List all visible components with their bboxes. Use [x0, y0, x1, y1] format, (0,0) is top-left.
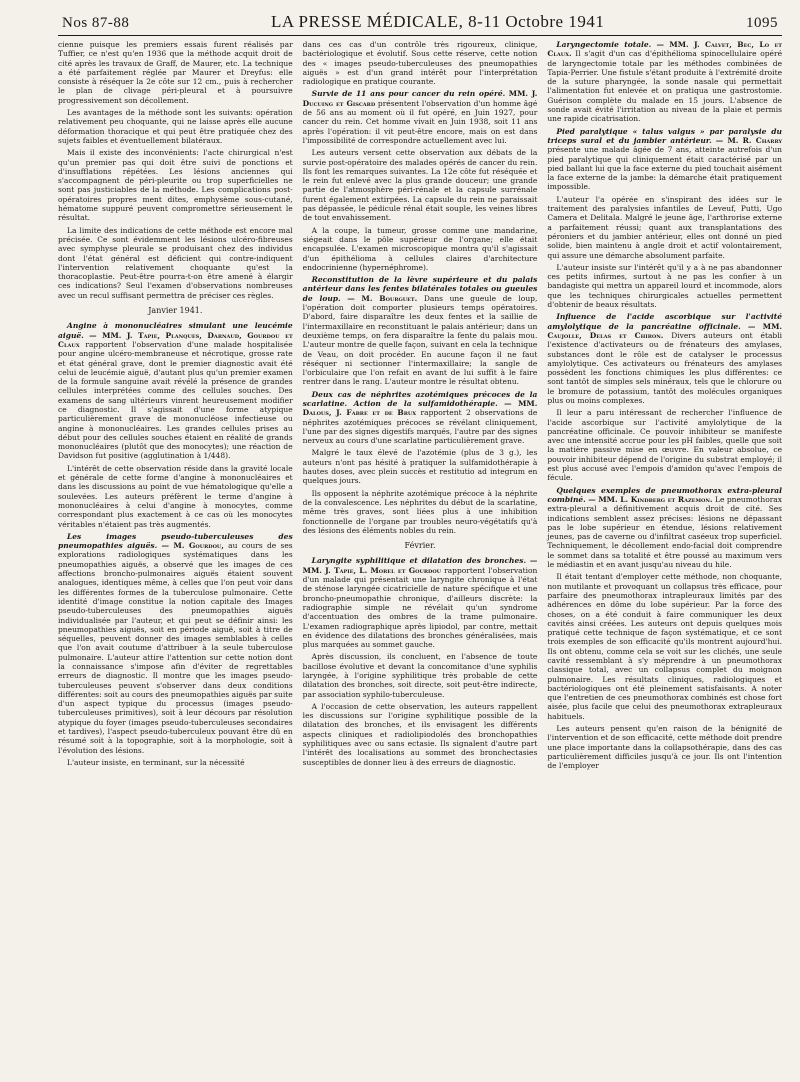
- paragraph: La limite des indications de cette méthode est encore mal précisée. Ce sont évidemment les lésions ulcéro-fibreuses avec symphyse pleurale se produisant chez des individus dont l'état général est déficient qui contre-indiquent l'intervention relativement choquante qu'est la thoracoplastie. Peut-être pourra-t-on être amené à élargir ces indications? Seul l'examen d'observations nombreuses avec un recul suffisant permettra de préciser ces règles.: [58, 225, 293, 300]
- issue-number: Nos 87-88: [62, 15, 130, 31]
- journal-title-date: LA PRESSE MÉDICALE, 8-11 Octobre 1941: [271, 12, 605, 31]
- paragraph: Les avantages de la méthode sont les suivants: opération relativement peu choquante, qui ne laisse après elle aucune déformation thoracique et qui peut être pratiquée chez des sujets faibles et éventuellement bilatéraux.: [58, 108, 293, 145]
- article-authors: — MM. J. Tapie, L. Morel et Gourdou: [302, 556, 538, 575]
- article-body: rapportent l'observation d'une malade hospitalisée pour angine ulcéro-membraneuse et nécrotique, grosse rate et état général grave, dont le premier diagnostic avait été celui de leucémie aiguë, d'autant plus qu'un premier examen de la formule sanguine avait révélé la présence de grandes cellules interprétées comme des cellules souches. Des examens de sang ultérieurs vinrent heureusement modifier ce diagnostic. Il s'agissait d'une forme atypique particulièrement grave de mononucléose infectieuse ou angine à mononucléaires. Les grandes cellules prises au début pour des cellules souches étaient en réalité de grands mononucléaires (plutôt que des monocytes); une réaction de Davidson fut positive (agglutination à 1/448).: [58, 339, 293, 461]
- article: [547, 486, 782, 570]
- article: [58, 532, 293, 755]
- article: [303, 275, 538, 387]
- article-title: Survie de 11 ans pour cancer du rein opéré.: [311, 89, 506, 99]
- article-title: Les images pseudo-tuberculeuses des pneumopathies aiguës.: [58, 531, 293, 551]
- article-authors: — M. R. Charry: [715, 135, 783, 145]
- session-date: Janvier 1941.: [148, 306, 203, 316]
- article-title: Reconstitution de la lèvre supérieure et du palais antérieur dans les fentes bilatérales totales ou gueules de loup.: [302, 275, 538, 303]
- paragraph: Il était tentant d'employer cette méthode, non choquante, non mutilante et provoquant un collapsus très efficace, pour parfaire des pneumothorax intrapleuraux limités par des adhérences en dôme du lobe supérieur. Par la force des choses, on a été conduit à faire communiquer les deux cavités ainsi créées. Les auteurs ont depuis quelques mois pratiqué cette technique de façon systématique, et ce sont trois exemples de son efficacité qu'ils montrent aujourd'hui. Ils ont obtenu, comme cela se voit sur les clichés, une seule cavité ressemblant à s'y méprendre à un pneumothorax classique total, avec un collapsus complet du moignon pulmonaire. Les résultats cliniques, radiologiques et bactériologiques ont été pleinement satisfaisants. A noter que l'entretien de ces pneumothorax combinés est chose fort aisée, plus facile que celui des pneumothorax extrapleuraux habituels.: [547, 572, 783, 721]
- paragraph: Ils opposent la néphrite azotémique précoce à la néphrite de la convalescence. Les néphrites du début de la scarlatine, même très graves, sont liées plus à une inhibition fonctionnelle de l'organe par troubles neuro-végétatifs qu'à des lésions des éléments nobles du rein.: [302, 488, 538, 535]
- column-3: [547, 40, 782, 774]
- article-body: rapportent 2 observations de néphrites azotémiques précoces se révélant cliniquement, l'une par des signes digestifs marqués, l'autre par des signes nerveux au cours d'une scarlatine particulièrement grave.: [302, 408, 538, 446]
- article-body: présentent l'observation d'un homme âgé de 56 ans au moment où il fut opéré, en Juin 1927, pour cancer du rein. Cet homme vivait en Juin 1938, soit 11 ans après l'opération: il vit peut-être encore, mais on est dans l'impossibilité de correspondre actuellement avec lui.: [302, 98, 538, 145]
- article: [303, 556, 538, 649]
- article-body: Il s'agit d'un cas d'épithélioma spinocellulaire opéré de laryngectomie totale par les méthodes combinées de Tapia-Perrier. Une fistule s'étant produite à l'extrémité droite de la suture pharyngée, la sonde nasale qui permettait l'alimentation fut enlevée et on pratiqua une gastrostomie. Guérison complète du malade en 15 jours. L'absence de sonde avait évité l'irritation au niveau de la plaie et permis une rapide cicatrisation.: [547, 49, 783, 124]
- article: [58, 321, 293, 460]
- paragraph: A la coupe, la tumeur, grosse comme une mandarine, siégeait dans le pôle supérieur de l'organe; elle était encapsulée. L'examen microscopique montra qu'il s'agissait d'un épithélioma à cellules claires d'architecture endocrinienne (hypernéphrome).: [302, 225, 538, 272]
- paragraph: Les auteurs pensent qu'en raison de la bénignité de l'intervention et de son efficacité, cette méthode doit prendre une place importante dans la collapsothérapie, dans des cas particulièrement difficiles jusqu'à ce jour. Ils ont l'intention de l'employer: [547, 724, 783, 771]
- article-title: Angine à mononucléaires simulant une leucémie aiguë.: [58, 321, 293, 340]
- article-authors: — MM. L. Kindberg et Razemon.: [588, 494, 713, 504]
- paragraph: Les auteurs versent cette observation aux débats de la survie post-opératoire des malades opérés de cancer du rein. Ils font les remarques suivantes. La 12e côte fut réséquée et le rein fut enlevé avec la plus grande douceur; une grande partie de l'atmosphère péri-rénale et la capsule surrénale furent également extirpées. La capsule du rein ne paraissait pas dépassée, le pédicule rénal était souple, les veines libres de tout envahissement.: [302, 148, 538, 223]
- paragraph: dans ces cas d'un contrôle très rigoureux, clinique, bactériologique et évolutif. Sous cette réserve, cette notion des « images pseudo-tuberculeuses des pneumopathies aiguës » est d'un grand intérêt pour l'interprétation radiologique en pratique courante.: [302, 40, 538, 87]
- paragraph: L'auteur insiste sur l'intérêt qu'il y a à ne pas abandonner ces petits infirmes, surtout à ne pas les confier à un bandagiste qui mettra un appareil lourd et incommode, alors que les techniques chirurgicales actuelles permettent d'obtenir de beaux résultats.: [547, 262, 783, 310]
- article-authors: — M. Bourguet.: [347, 293, 418, 303]
- article: [547, 127, 782, 192]
- article-body: Le pneumothorax extra-pleural a définitivement acquis droit de cité. Ses indications semblent assez précises: lésions ne dépassant pas le lobe supérieur en étendue, lésions relativement jeunes, pas de caverne ou d'infiltrat caséeux trop superficiel. Techniquement, le décollement endo-facial doit comprendre le sommet dans sa totalité et être poussé au maximum vers le médiastin et en avant jusqu'au niveau du hile.: [547, 494, 783, 570]
- article-authors: — MM. Caujolle, Delas et Chiron.: [547, 321, 783, 340]
- article-body: Dans une gueule de loup, l'opération doit comporter plusieurs temps opératoires. D'abord, faire disparaître les deux fentes et la saillie de l'intermaxillaire en reconstituant le palais antérieur; dans un deuxième temps, on fera disparaître la fente du palais mou. L'auteur montre de quelle façon, suivant en cela la technique de Veau, on doit procéder. En aucune façon il ne faut réséquer ni sectionner l'intermaxillaire; la sangle de l'orbiculaire que l'on refait en avant de lui suffit à le faire rentrer dans le rang. L'auteur montre le résultat obtenu.: [302, 293, 538, 387]
- article: [547, 40, 782, 124]
- article-authors: — MM. Dalous, J. Fabre et de Brux: [302, 398, 538, 418]
- page-header: [58, 12, 782, 36]
- text-columns: [58, 40, 782, 774]
- paragraph: Après discussion, ils concluent, en l'absence de toute bacillose évolutive et devant la concomitance d'une syphilis laryngée, à l'origine syphilitique très probable de cette dilatation des bronches, soit directe, soit peut-être indirecte, par association syphilo-tuberculeuse.: [302, 652, 538, 699]
- article: [303, 390, 538, 446]
- paragraph: Mais il existe des inconvénients: l'acte chirurgical n'est qu'un premier pas qui doit être suivi de ponctions et d'insufflations répétées. Les lésions anciennes qui s'accompagnent de péri-pleurite ou trop superficielles ne sont pas justiciables de la méthode. Les complications post-opératoires propres ment dites, emphysème sous-cutané, hématome suppuré peuvent compromettre sérieusement le résultat.: [58, 148, 293, 223]
- article-body: rapportent l'observation d'un malade qui présentait une laryngite chronique à l'état de sténose laryngée cicatricielle de nature spécifique et une broncho-pneumopathie chronique, d'ailleurs discrète: la radiographie simple ne révélait qu'un syndrome d'accentuation des ombres de la trame pulmonaire. L'examen radiographique après lipiodol, par contre, mettait en évidence des dilatations des bronches généralisées, mais plus marquées au sommet gauche.: [302, 565, 538, 650]
- paragraph: L'auteur l'a opérée en s'inspirant des idées sur le traitement des paralysies infantiles de Leveuf, Putti, Ugo Camera et Delitala. Malgré le jeune âge, l'arthrorise externe a parfaitement réussi; quant aux transplantations des péroniers et du jambier antérieur, elles ont donné un pied solide, bien maintenu à angle droit et actif volontairement, qui assure une démarche absolument parfaite.: [547, 194, 783, 260]
- article: [303, 89, 538, 145]
- article-authors: — M. Gourdou,: [161, 541, 224, 551]
- article-title: Deux cas de néphrites azotémiques précoces de la scarlatine. Action de la sulfamidothérapie.: [302, 389, 538, 408]
- article-body: au cours de ses explorations radiologiques systématiques dans les pneumopathies aiguës, a observé que les images de ces affections broncho-pulmonaires aiguës étaient souvent analogues, identiques même, à celles que l'on peut voir dans les différentes formes de la tuberculose pulmonaire. Cette identité d'image constitue la notion capitale des Images pseudo-tuberculeuses des pneumopathies aiguës individualisée par l'auteur, et qui peut se définir ainsi: les pneumopathies aiguës, soit en période aiguë, soit à titre de séquelles, peuvent donner des images semblables à celles que l'on avait coutume d'attribuer à la seule tuberculose pulmonaire. L'auteur attire l'attention sur cette notion dont la connaissance s'impose afin d'éviter de regrettables erreurs de diagnostic. Il montre que les images pseudo-tuberculeuses peuvent s'observer dans deux conditions différentes: soit au cours des pneumopathies aiguës par suite d'un aspect typique du processus (images pseudo-tuberculeuses primitives), soit à leur décours par résolution atypique du foyer (images pseudo-tuberculeuses secondaires et tardives), l'aspect pseudo-tuberculeux pouvant être dû en résumé soit à la topographie, soit à la morphologie, soit à l'évolution des lésions.: [58, 541, 293, 755]
- paragraph: cienne puisque les premiers essais furent réalisés par Tuffier, ce n'est qu'en 1936 que la méthode acquit droit de cité après les travaux de Graff, de Maurer, etc. La technique a été parfaitement réglée par Maurer et Dreyfus: elle consiste à réséquer la 2e côte sur 12 cm., puis à rechercher le plan de clivage péri-pleural et à poursuivre progressivement son décollement.: [58, 40, 293, 105]
- article-title: Laryngite syphilitique et dilatation des bronches.: [311, 556, 527, 566]
- column-1: [58, 40, 293, 774]
- column-2: [303, 40, 538, 774]
- paragraph: Malgré le taux élevé de l'azotémie (plus de 3 g.), les auteurs n'ont pas hésité à pratiquer la sulfamidothérapie à hautes doses, avec plein succès et restitutio ad integrum en quelques jours.: [302, 448, 538, 486]
- article-authors: — MM. J. Tapie, Planques, Darnaud, Gourdou et Claux: [58, 330, 293, 349]
- article-authors: — MM. J. Calvet, Bec, Lo et Claux.: [547, 40, 783, 59]
- page-number: 1095: [745, 15, 778, 31]
- paragraph: L'auteur insiste, en terminant, sur la nécessité: [67, 757, 245, 767]
- article: [547, 312, 782, 405]
- paragraph: A l'occasion de cette observation, les auteurs rappellent les discussions sur l'origine syphilitique possible de la dilatation des bronches, et ils envisagent les différents aspects cliniques et radiolipiodolés des bronchopathies syphilitiques avec ou sans ectasie. Ils signalent d'autre part l'intérêt des localisations au sommet des bronchectasies susceptibles de donner lieu à des erreurs de diagnostic.: [302, 701, 538, 767]
- article-title: Quelques exemples de pneumothorax extra-pleural combiné.: [547, 485, 783, 504]
- paragraph: Il leur a paru intéressant de rechercher l'influence de l'acide ascorbique sur l'activité amylolytique de la pancréatine officinale. Ce pouvoir inhibiteur se manifeste avec une intensité accrue pour les pH faibles, quelle que soit la matière passive mise en œuvre. En valeur absolue, ce pouvoir inhibiteur dépend de l'origine du substrat employé; il est plus accusé avec l'empois d'amidon qu'avec l'empois de fécule.: [547, 408, 783, 483]
- article-title: Influence de l'acide ascorbique sur l'activité amylolytique de la pancréatine officinale.: [547, 312, 783, 331]
- article-authors: MM. J. Ducuing et Giscard: [302, 89, 538, 108]
- article-title: Pied paralytique « talus valgus » par paralysie du triceps sural et du jambier antérieur.: [547, 126, 783, 145]
- article-body: présente une malade âgée de 7 ans, atteinte autrefois d'un pied paralytique qui cliniquement était caractérisé par un pied ballant lui que la face externe du pied touchait aisément la face externe de la jambe: la démarche était pratiquement impossible.: [547, 145, 783, 192]
- article-body: Divers auteurs ont établi l'existence d'activateurs ou de frénateurs des amylases, substances dont le rôle est de catalyser le processus amylolytique. Ces activateurs ou frénateurs des amylases possèdent les fonctions chimiques les plus différentes: ce sont tantôt de simples sels minéraux, tels que le chlorure ou le bromure de potassium, tantôt des molécules organiques plus ou moins complexes.: [547, 330, 783, 405]
- paragraph: L'intérêt de cette observation réside dans la gravité locale et générale de cette forme d'angine à mononucléaires et dans les discussions au point de vue hématologique qu'elle a soulevées. Les auteurs préfèrent le terme d'angine à mononucléaires à celui d'angine à monocytes, comme correspondant plus exactement à ce cas où les monocytes véritables n'étaient pas très augmentés.: [58, 463, 293, 529]
- session-date: Février.: [404, 541, 436, 551]
- article-title: Laryngectomie totale.: [556, 40, 652, 49]
